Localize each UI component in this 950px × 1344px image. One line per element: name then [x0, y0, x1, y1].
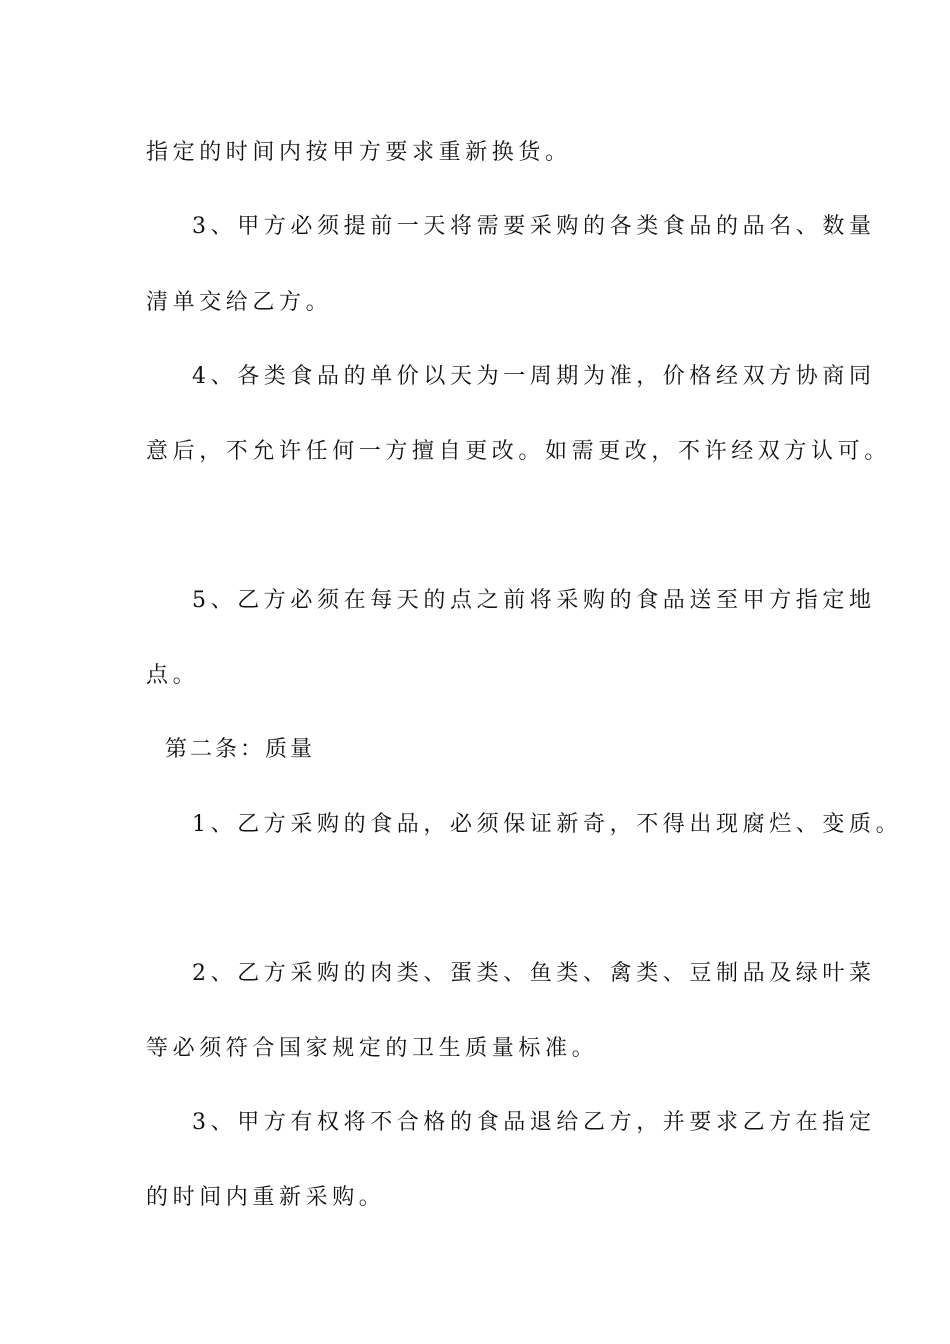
paragraph-line: 3、甲方必须提前一天将需要采购的各类食品的品名、数量 [192, 214, 876, 239]
section-heading: 第二条：质量 [165, 737, 316, 762]
paragraph-line: 指定的时间内按甲方要求重新换货。 [146, 140, 572, 165]
paragraph-line: 1、乙方采购的食品，必须保证新奇，不得出现腐烂、变质。 [192, 812, 903, 837]
paragraph-line: 点。 [146, 663, 200, 688]
paragraph-line: 意后，不允许任何一方擅自更改。如需更改，不许经双方认可。 [146, 439, 891, 464]
paragraph-line: 等必须符合国家规定的卫生质量标准。 [146, 1036, 599, 1061]
paragraph-line: 3、甲方有权将不合格的食品退给乙方，并要求乙方在指定 [192, 1110, 876, 1135]
paragraph-line: 5、乙方必须在每天的点之前将采购的食品送至甲方指定地 [192, 588, 876, 613]
paragraph-line: 的时间内重新采购。 [146, 1185, 386, 1210]
paragraph-line: 2、乙方采购的肉类、蛋类、鱼类、禽类、豆制品及绿叶菜 [192, 961, 876, 986]
paragraph-line: 4、各类食品的单价以天为一周期为准，价格经双方协商同 [192, 364, 876, 389]
paragraph-line: 清单交给乙方。 [146, 290, 333, 315]
